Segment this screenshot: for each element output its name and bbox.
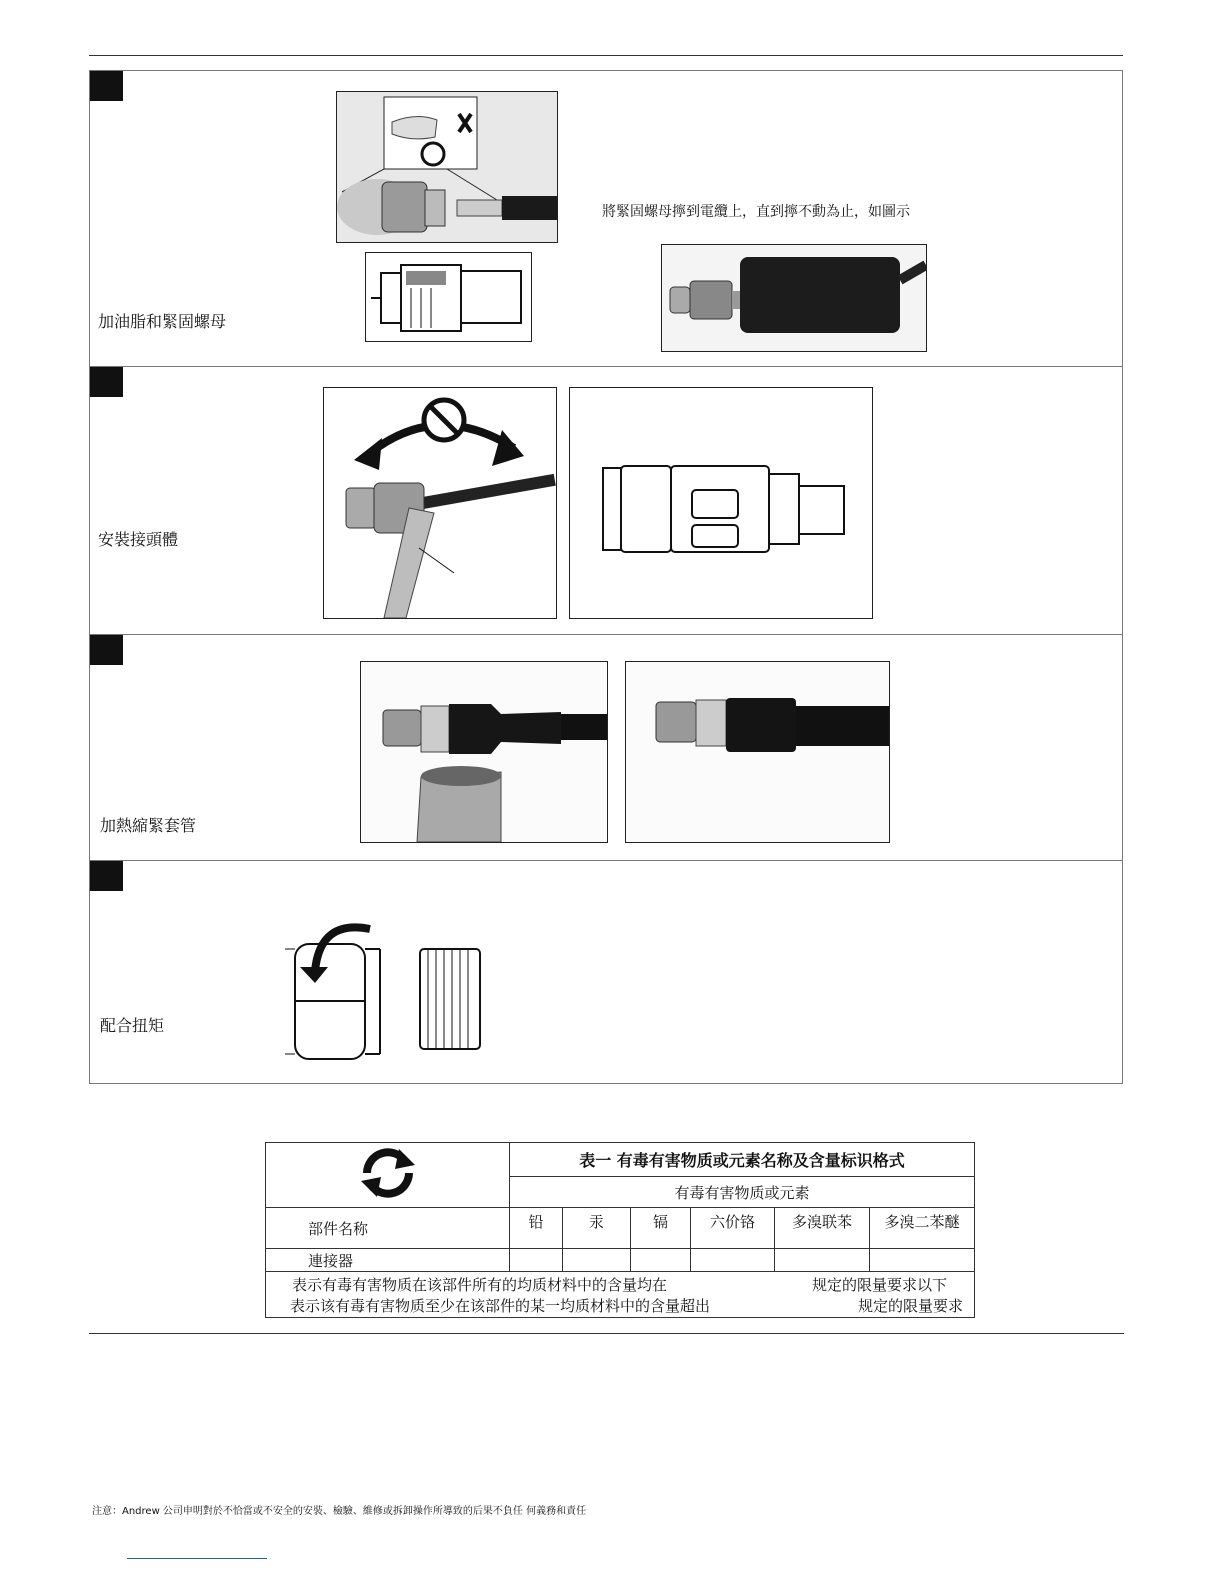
footer-link-underline[interactable] [127, 1558, 267, 1559]
element-header-mercury: 汞 [563, 1208, 631, 1249]
step-3-label: 加熱縮緊套管 [100, 816, 197, 835]
step-4-panel [89, 860, 1123, 1084]
connector-pbb-cell [775, 1249, 870, 1272]
step-1-label: 加油脂和緊固螺母 [98, 312, 227, 331]
table-subtitle: 有毒有害物质或元素 [510, 1177, 975, 1208]
note-1-right: 规定的限量要求以下 [812, 1276, 948, 1294]
top-rule [89, 55, 1123, 56]
element-header-lead: 铅 [510, 1208, 563, 1249]
connector-mercury-cell [563, 1249, 631, 1272]
wrench-photo [323, 387, 557, 619]
element-header-pbde: 多溴二苯醚 [870, 1208, 975, 1249]
step-1-caption: 將緊固螺母擰到電纜上，直到擰不動為止，如圖示 [602, 204, 910, 220]
element-header-chromium: 六价铬 [691, 1208, 775, 1249]
step-3-panel [89, 634, 1123, 862]
heat-shrink-after-photo [625, 661, 890, 843]
connector-assembly-illustration [570, 388, 872, 618]
connector-section-illustration [366, 253, 531, 341]
recycle-icon [353, 1143, 423, 1203]
step-1-panel [89, 70, 1123, 368]
step-1-badge [90, 71, 123, 101]
heat-shrink-after-illustration [626, 662, 889, 842]
step-2-label: 安裝接頭體 [98, 530, 179, 549]
table-notes [266, 1272, 975, 1318]
recycle-logo-cell [266, 1143, 510, 1208]
step-4-badge [90, 861, 123, 891]
heat-shrink-before-illustration [361, 662, 607, 842]
cable-nut-illustration [662, 245, 926, 351]
note-2-left: 表示该有毒有害物质至少在该部件的某一均质材料中的含量超出 [290, 1297, 711, 1315]
connector-lead-cell [510, 1249, 563, 1272]
bottom-rule [89, 1333, 1124, 1334]
element-header-cadmium: 镉 [631, 1208, 691, 1249]
step-2-panel [89, 366, 1123, 636]
note-2-right: 规定的限量要求 [858, 1297, 964, 1315]
connector-section-drawing [365, 252, 532, 342]
step-3-badge [90, 635, 123, 665]
connector-cadmium-cell [631, 1249, 691, 1272]
connector-chromium-cell [691, 1249, 775, 1272]
connector-assembly-drawing [569, 387, 873, 619]
step-4-label: 配合扭矩 [100, 1016, 165, 1035]
grease-nut-illustration [337, 92, 557, 242]
table-title: 表一 有毒有害物质或元素名称及含量标识格式 [510, 1143, 975, 1177]
part-name-connector: 連接器 [266, 1249, 510, 1272]
cable-nut-photo [661, 244, 927, 352]
torque-drawing [280, 909, 500, 1069]
step-2-badge [90, 367, 123, 397]
heat-shrink-before-photo [360, 661, 608, 843]
connector-pbde-cell [870, 1249, 975, 1272]
disclaimer-note: 注意：Andrew 公司申明對於不恰當或不安全的安裝、檢驗、維修或拆卸操作所導致的后果不負任 何義務和責任 [92, 1506, 587, 1517]
element-header-pbb: 多溴联苯 [775, 1208, 870, 1249]
rohs-table [265, 1142, 975, 1318]
note-1-left: 表示有毒有害物质在该部件所有的均质材料中的含量均在 [292, 1276, 668, 1294]
part-name-header: 部件名称 [266, 1208, 510, 1249]
grease-nut-photo [336, 91, 558, 243]
wrench-illustration [324, 388, 556, 618]
